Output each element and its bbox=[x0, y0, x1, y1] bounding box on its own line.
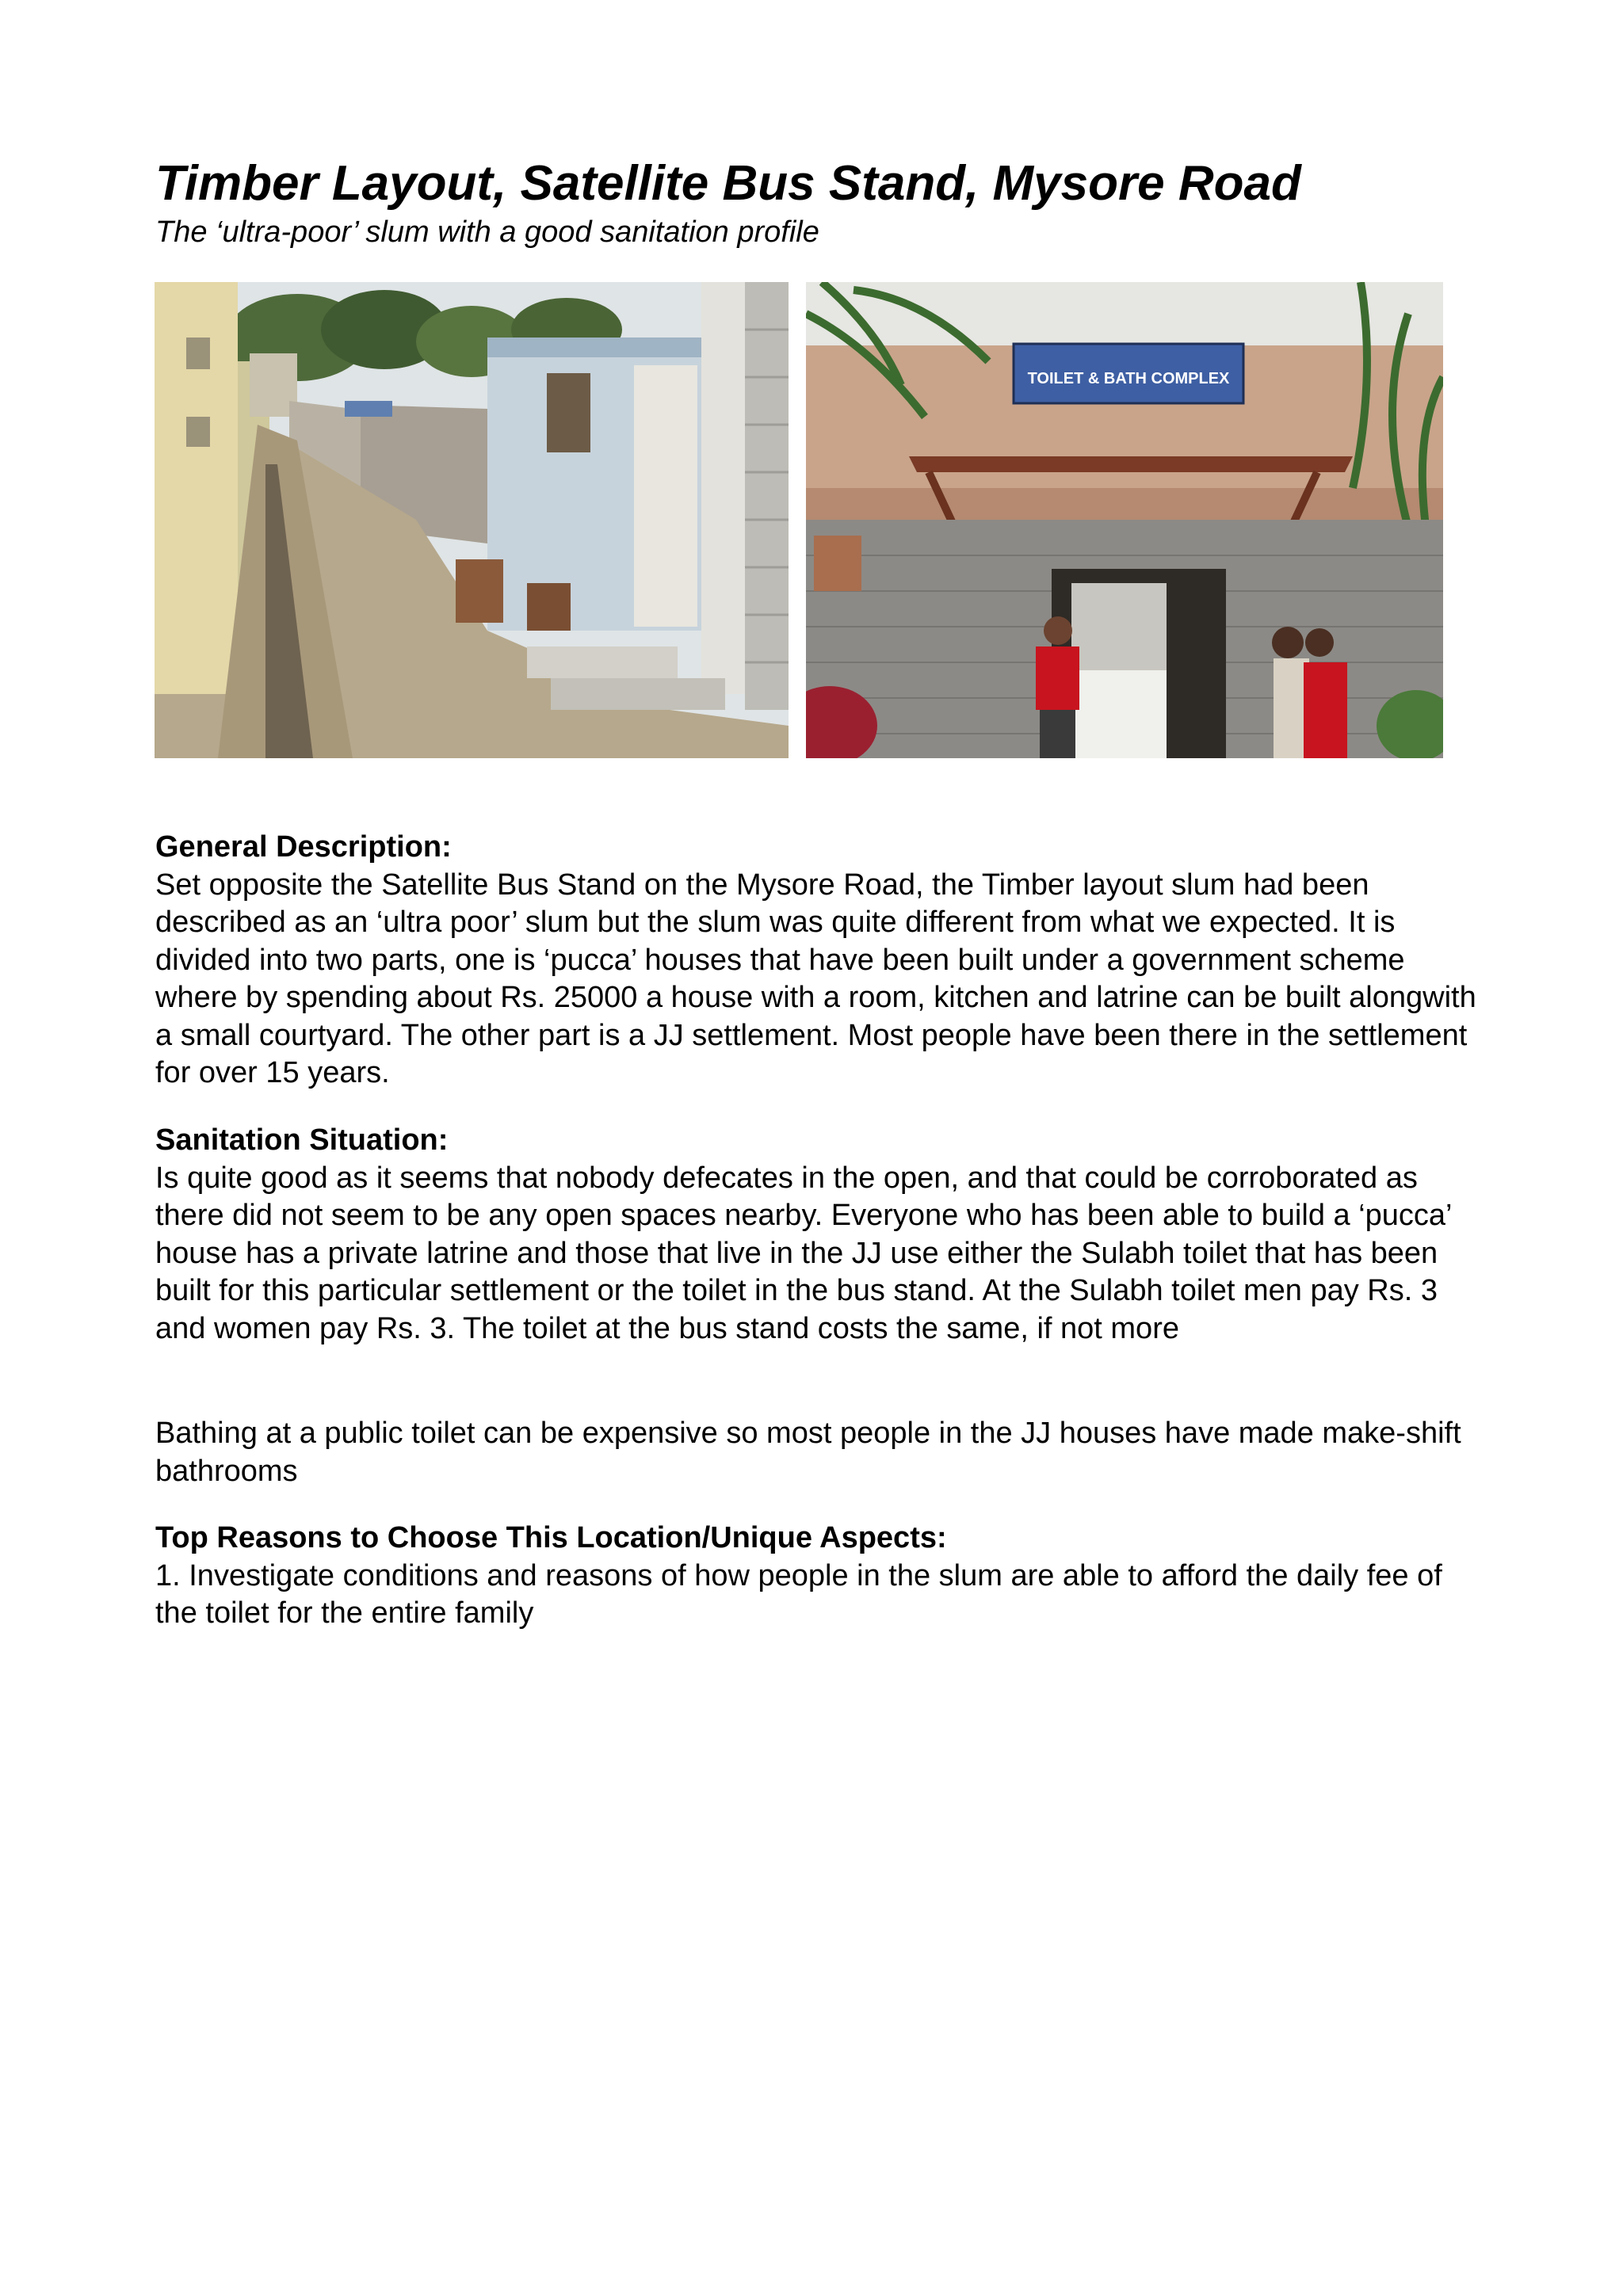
slum-lane-photo bbox=[155, 282, 789, 758]
top-reasons-section bbox=[155, 1520, 1487, 1633]
top-reasons-item: 1. Investigate conditions and reasons of how people in the slum are able to afford the daily fee of the toilet for the entire family bbox=[155, 1558, 1442, 1630]
bathing-text: Bathing at a public toilet can be expensive so most people in the JJ houses have made make-shift bathrooms bbox=[155, 1417, 1461, 1488]
general-description-section bbox=[155, 829, 1487, 1093]
toilet-complex-photo bbox=[806, 282, 1443, 758]
document-title: Timber Layout, Satellite Bus Stand, Mysore Road bbox=[155, 156, 1301, 211]
toilet-sign-text: TOILET & BATH COMPLEX bbox=[1027, 370, 1230, 387]
bathing-section bbox=[155, 1415, 1487, 1490]
top-reasons-heading: Top Reasons to Choose This Location/Unique Aspects: bbox=[155, 1521, 947, 1554]
sanitation-situation-heading: Sanitation Situation: bbox=[155, 1123, 449, 1157]
sanitation-situation-section bbox=[155, 1122, 1487, 1348]
general-description-text: Set opposite the Satellite Bus Stand on the Mysore Road, the Timber layout slum had been described as an ‘ultra poor’ slum but the slum was quite different from what we expected. It is divided into two parts, one is ‘pucca’ houses that have been built under a government scheme where by spending about Rs. 25000 a house with a room, kitchen and latrine can be built alongwith a small courtyard. The other part is a JJ settlement. Most people have been there in the settlement for over 15 years. bbox=[155, 868, 1476, 1089]
sanitation-situation-text: Is quite good as it seems that nobody defecates in the open, and that could be corroborated as there did not seem to be any open spaces nearby. Everyone who has been able to build a ‘pucca’ house has a private latrine and those that live in the JJ use either the Sulabh toilet that has been built for this particular settlement or the toilet in the bus stand. At the Sulabh toilet men pay Rs. 3 and women pay Rs. 3. The toilet at the bus stand costs the same, if not more bbox=[155, 1161, 1452, 1345]
document-subtitle: The ‘ultra-poor’ slum with a good sanitation profile bbox=[155, 215, 819, 249]
general-description-heading: General Description: bbox=[155, 830, 452, 864]
